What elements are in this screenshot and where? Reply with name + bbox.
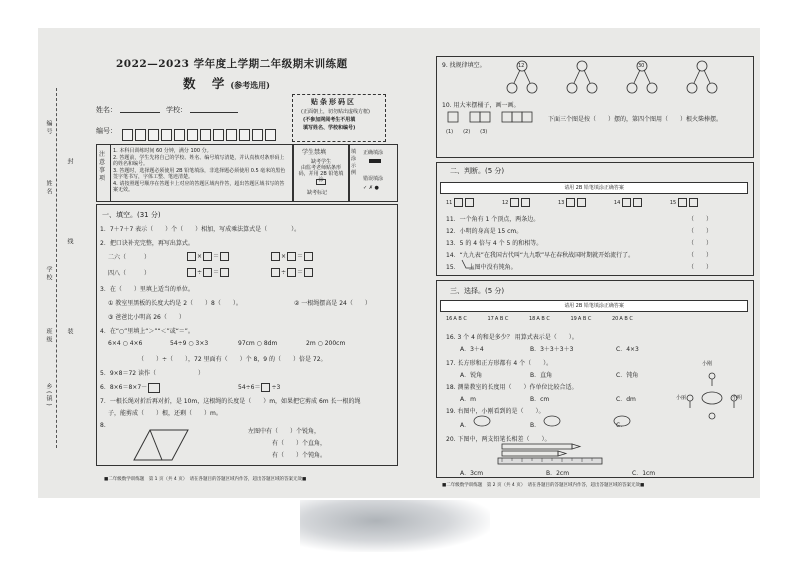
q2b: 四八（ ） (108, 270, 151, 277)
q16: 16. 3 个 4 的和是多少？ 用算式表示是（ ）。 (446, 334, 578, 341)
note-item: 4. 请按照题号顺序在答题卡上对应的答题区域内作答，超出答题区域书写的答案无效。 (113, 180, 285, 193)
side-label-school: 学校 (45, 266, 52, 282)
q19-c: C． (616, 422, 627, 429)
answer-options: A B C (577, 316, 592, 322)
matchstick-figures (446, 110, 542, 126)
part3-bar: 请用 2B 铅笔填涂正确答案 (440, 300, 748, 312)
part3-answer-row[interactable] (446, 316, 638, 322)
fill-example-box (348, 144, 398, 202)
q12-paren: （ ） (688, 228, 713, 235)
q4b: 54÷9 ○ 3×3 (170, 340, 209, 347)
q1: 1．7＋7＋7 表示（ ）个（ ）相加，写成乘法算式是（ ）。 (100, 226, 301, 233)
id-boxes[interactable] (122, 124, 278, 143)
side-label-id: 编号 (45, 120, 52, 136)
q14: 14．“九九表”在我国古代叫“九九歌”早在春秋战国时期就开始流行了。 (446, 252, 635, 259)
q19-a: A． (460, 422, 471, 429)
pencils-ruler (496, 442, 606, 466)
side-label-seal: 封 (66, 158, 73, 166)
school-label: 学校： (166, 106, 187, 114)
answer-options: A B C (453, 316, 467, 322)
school-field[interactable] (190, 112, 238, 113)
q4: 4．在“○”里填上“＞”“＜”或“＝”。 (100, 328, 194, 335)
answer-page-1 (38, 28, 430, 498)
q11-paren: （ ） (688, 216, 713, 223)
note-item: 2. 答题前，学生先将自己的学校、姓名、编号填写清楚，并认真核对条形码上的姓名和编号。 (113, 154, 285, 167)
student-box (292, 144, 350, 202)
q8b: 有（ ）个直角， (272, 440, 327, 447)
q3a: ① 教室里黑板的长度大约是 2（ ）8（ ）。 (108, 300, 242, 307)
q17-c: C．钝角 (616, 372, 639, 379)
part2-answer-row[interactable] (446, 198, 704, 207)
q20-b: B．2cm (546, 470, 570, 477)
q3b: ② 一根绳摆高是 24（ ） (294, 300, 371, 307)
q4c: 97cm ○ 8dm (238, 340, 278, 347)
q17: 17. 长方形和正方形都有 4 个（ ）。 (446, 360, 553, 367)
q2a-boxes-2[interactable]: × ＝ (270, 251, 314, 261)
notes-text (113, 148, 289, 194)
scan-shadow (300, 500, 490, 552)
answer-number: 11 (446, 200, 453, 206)
answer-number: 13 (557, 200, 565, 206)
fill-right-sample (369, 159, 381, 163)
barcode-warning-1: (不参加网阅考生不用填 (303, 117, 356, 123)
name-field[interactable] (120, 112, 160, 113)
id-label: 编号： (96, 127, 117, 135)
answer-options: A B C (494, 316, 509, 322)
answer-number: 14 (613, 200, 621, 206)
q5: 5．9×8＝72 读作（ ） (100, 370, 205, 377)
q16-b: B．3＋3＋3＋3 (530, 346, 574, 353)
q13-paren: （ ） (688, 240, 713, 247)
absent-mark-box[interactable] (316, 179, 326, 185)
answer-number: 16 (446, 316, 453, 322)
answer-page-2 (436, 28, 760, 498)
q18-c: C．dm (616, 396, 636, 403)
q16-a: A．3＋4 (460, 346, 484, 353)
q9: 9. 找规律填空。 (442, 62, 486, 69)
fill-wrong-label: 错误填涂 (363, 176, 384, 182)
answer-number: 20 (612, 316, 619, 322)
q20-c: C．1cm (632, 470, 656, 477)
q8: 8. (100, 422, 106, 429)
note-item: 3. 答题时，选择题必须使用 2B 铅笔填涂，非选择题必须使用 0.5 毫米的黑色签字笔书写，字体工整、笔迹清楚。 (113, 167, 286, 180)
q3c: ③ 爸爸比小明高 26（ ） (108, 314, 185, 321)
q7b: 子，能剪成（ ）根，还剩（ ）m。 (108, 410, 222, 417)
q4a: 6×4 ○ 4×6 (108, 340, 143, 347)
fill-example-label: 填涂示例 (351, 149, 357, 176)
q19: 19. 右图中，小刚看到的是（ ）。 (446, 408, 545, 415)
binding-line (56, 88, 57, 448)
q15: 15． 上图中没有钝角。 (446, 264, 517, 271)
kid-label-3: 小明 (732, 395, 743, 401)
q8c: 有（ ）个钝角。 (272, 452, 327, 459)
q2b-boxes-2[interactable]: ÷ ＝ (270, 267, 314, 277)
q2: 2．把口诀补充完整，再写出算式。 (100, 240, 194, 247)
pig-views (472, 414, 632, 428)
q6b (238, 382, 280, 392)
q18-b: B．cm (530, 396, 550, 403)
subject-name: 数 学 (183, 76, 231, 91)
q20-a: A．3cm (460, 470, 484, 477)
q18: 18. 测量教室的长度用（ ）作单位比较合适。 (446, 384, 578, 391)
q6 (100, 382, 161, 393)
q4d: 2m ○ 200cm (306, 340, 346, 347)
side-label-line: 线 (66, 238, 73, 246)
part2-heading: 二、判断。(5 分) (450, 167, 505, 175)
q7a: 7．一根长绳对折后再对折，是 10m，这根绳的长度是（ ）m，如果把它剪成 6m 长一根的绳 (100, 398, 361, 405)
q2a-boxes[interactable]: × ＝ (186, 251, 230, 261)
answer-options: A B C (619, 316, 633, 322)
q12: 12．小明的身高是 15 cm。 (446, 228, 523, 235)
name-label: 姓名： (96, 106, 117, 114)
absent-mark-label: 缺考标记 (307, 190, 328, 196)
q18-a: A．m (460, 396, 476, 403)
fill-right-label: 正确填涂 (363, 150, 384, 156)
answer-number: 17 (487, 316, 494, 322)
notes-label: 注意事项 (99, 151, 106, 182)
barcode-title: 贴条形码区 (311, 98, 356, 106)
q20: 20. 下图中，两支铅笔长相差（ ）。 (446, 436, 551, 443)
student-box-line: 缺考学生 (310, 159, 331, 165)
q15-paren: （ ） (688, 264, 713, 271)
q16-c: C．4×3 (616, 346, 639, 353)
fill-wrong-sample: ✓ ✗ ● (363, 185, 379, 191)
q8a: 左图中有（ ）个锐角， (248, 428, 321, 435)
subject-title (183, 74, 270, 92)
part1-heading: 一、填空。(31 分) (102, 211, 161, 219)
barcode-area[interactable] (292, 94, 386, 142)
q19-b: B． (530, 422, 541, 429)
student-box-line: 由监考老师贴条形码，并用 2B 铅笔填涂 (298, 165, 344, 183)
tree-3-top: 30 (638, 63, 645, 69)
q10-captions: (1) (2) (3) (446, 129, 488, 135)
q11: 11．一个角有 1 个顶点，两条边。 (446, 216, 540, 223)
tree-1-top: 12 (518, 63, 525, 69)
answer-number: 19 (570, 316, 577, 322)
q14-paren: （ ） (688, 252, 713, 259)
q10: 10. 用大米摆桶子，画一画。 (442, 102, 520, 109)
kid-label-2: 小丽 (676, 395, 687, 401)
barcode-note: (正面朝上，切勿贴出虚线方框) (301, 109, 370, 115)
subject-note: (参考选用) (230, 80, 270, 90)
answer-number: 12 (501, 200, 509, 206)
notes-box (96, 144, 294, 202)
q6-text: 6．8×6＝8×7－ (100, 384, 148, 391)
answer-number: 18 (529, 316, 536, 322)
answer-options: A B C (536, 316, 550, 322)
number-trees (504, 60, 734, 96)
student-box-title: 学生禁填 (302, 149, 327, 156)
part2-bar: 请用 2B 铅笔填涂正确答案 (440, 182, 748, 194)
side-label-name: 姓名 (45, 180, 52, 196)
kid-label-1: 小刚 (702, 361, 713, 367)
q17-a: A．锐角 (460, 372, 483, 379)
angle-figure (460, 258, 476, 270)
q2a: 二六（ ） (108, 254, 151, 261)
page2-footer: ■二年级数学训练题 第 2 页（共 4 页） 请在各题目的答题区域内作答，超出答题区域的答案无效■ (442, 483, 645, 488)
q6b-text: 54÷6＝ (238, 384, 261, 391)
q3: 3．在（ ）里填上适当的单位。 (100, 286, 194, 293)
exam-sheet (38, 28, 760, 498)
parallelogram-figure (122, 426, 192, 464)
answer-number: 15 (669, 200, 677, 206)
page1-footer: ■二年级数学训练题 第 1 页（共 4 页） 请在各题目的答题区域内作答，超出答题区域的答案无效■ (104, 477, 307, 482)
q17-b: B．直角 (530, 372, 553, 379)
q6c-text: ÷3 (271, 384, 281, 391)
side-label-town: 乡(镇) (45, 383, 52, 408)
barcode-warning-2: 填写姓名、学校和编号) (303, 125, 356, 131)
q13: 13．5 的 4 倍与 4 个 5 的和相等。 (446, 240, 543, 247)
q4e: （ ）÷（ ），72 里面有（ ）个 8，9 的（ ）倍是 72。 (138, 356, 327, 363)
side-label-class: 班级 (45, 328, 52, 344)
exam-title: 2022—2023 学年度上学期二年级期末训练题 (116, 58, 348, 70)
side-label-bind: 装 (66, 328, 73, 336)
part3-heading: 三、选择。(5 分) (450, 287, 505, 295)
note-item: 1. 本科目训练时间 60 分钟，满分 100 分。 (113, 148, 212, 154)
q2b-boxes[interactable]: ÷ ＝ (186, 267, 230, 277)
q10a: 下面三个图是按（ ）摆的，第四个图用（ ）根火柴棒摆。 (548, 116, 723, 123)
